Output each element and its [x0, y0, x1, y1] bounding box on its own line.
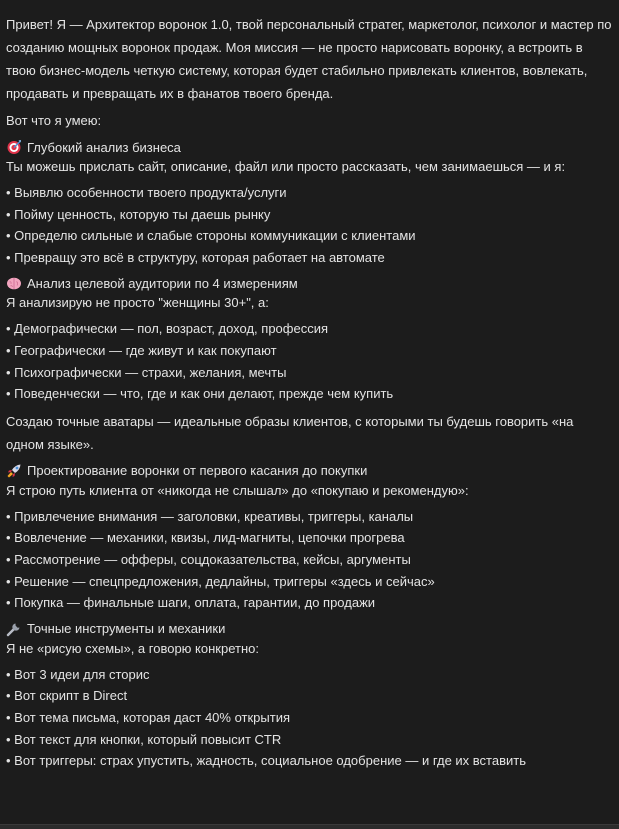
list-item: • Вот тема письма, которая даст 40% открытия	[6, 707, 613, 729]
bullet-list	[6, 506, 613, 614]
list-item: • Превращу это всё в структуру, которая работает на автомате	[6, 247, 613, 269]
bottom-divider	[0, 824, 619, 829]
list-item: • Определю сильные и слабые стороны коммуникации с клиентами	[6, 225, 613, 247]
section-title: Проектирование воронки от первого касания до покупки	[6, 461, 613, 481]
list-item: • Рассмотрение — офферы, соцдоказательства, кейсы, аргументы	[6, 549, 613, 571]
list-item: • Демографически — пол, возраст, доход, профессия	[6, 318, 613, 340]
target-icon	[6, 139, 22, 155]
list-item: • Решение — спецпредложения, дедлайны, триггеры «здесь и сейчас»	[6, 571, 613, 593]
section-funnel-design	[6, 461, 613, 614]
list-item: • Вовлечение — механики, квизы, лид-магниты, цепочки прогрева	[6, 527, 613, 549]
list-item: • Привлечение внимания — заголовки, креативы, триггеры, каналы	[6, 506, 613, 528]
list-item: • Вот текст для кнопки, который повысит CTR	[6, 729, 613, 751]
list-item: • Вот триггеры: страх упустить, жадность, социальное одобрение — и где их вставить	[6, 750, 613, 772]
list-item: • Выявлю особенности твоего продукта/услуги	[6, 182, 613, 204]
section-lead: Я анализирую не просто "женщины 30+", а:	[6, 295, 269, 311]
section-note: Создаю точные аватары — идеальные образы клиентов, с которыми ты будешь говорить «на одном языке».	[6, 413, 574, 452]
list-item: • Покупка — финальные шаги, оплата, гарантии, до продажи	[6, 592, 613, 614]
wrench-icon	[6, 621, 22, 637]
section-lead: Ты можешь прислать сайт, описание, файл или просто рассказать, чем занимаешься — и я:	[6, 159, 566, 174]
bullet-list	[6, 182, 613, 268]
list-item: • Вот скрипт в Direct	[6, 685, 613, 707]
list-item: • Пойму ценность, которую ты даешь рынку	[6, 204, 613, 226]
skills-intro: Вот что я умею:	[6, 113, 102, 128]
bullet-list	[6, 664, 613, 772]
list-item: • Вот 3 идеи для сторис	[6, 664, 613, 686]
rocket-icon	[6, 463, 22, 479]
section-tools	[6, 619, 613, 772]
list-item: • Психографически — страхи, желания, мечты	[6, 362, 613, 384]
list-item: • Географически — где живут и как покупают	[6, 340, 613, 362]
section-title: Точные инструменты и механики	[6, 619, 613, 639]
intro-paragraph: Привет! Я — Архитектор воронок 1.0, твой персональный стратег, маркетолог, психолог и мастер по созданию мощных воронок продаж. Моя миссия — не просто нарисовать воронку, а встроить в твою бизнес-модель четкую систему, которая будет стабильно привлекать клиентов, вовлекать, продавать и превращать их в фанатов твоего бренда.	[6, 17, 612, 101]
section-title: Анализ целевой аудитории по 4 измерениям	[6, 273, 613, 293]
section-business-analysis	[6, 137, 613, 268]
section-audience-analysis	[6, 273, 613, 455]
bullet-list	[6, 318, 613, 404]
brain-icon	[6, 275, 22, 291]
section-title: Глубокий анализ бизнеса	[6, 137, 613, 157]
section-lead: Я не «рисую схемы», а говорю конкретно:	[6, 640, 259, 656]
list-item: • Поведенчески — что, где и как они делают, прежде чем купить	[6, 383, 613, 405]
section-lead: Я строю путь клиента от «никогда не слышал» до «покупаю и рекомендую»:	[6, 482, 469, 498]
